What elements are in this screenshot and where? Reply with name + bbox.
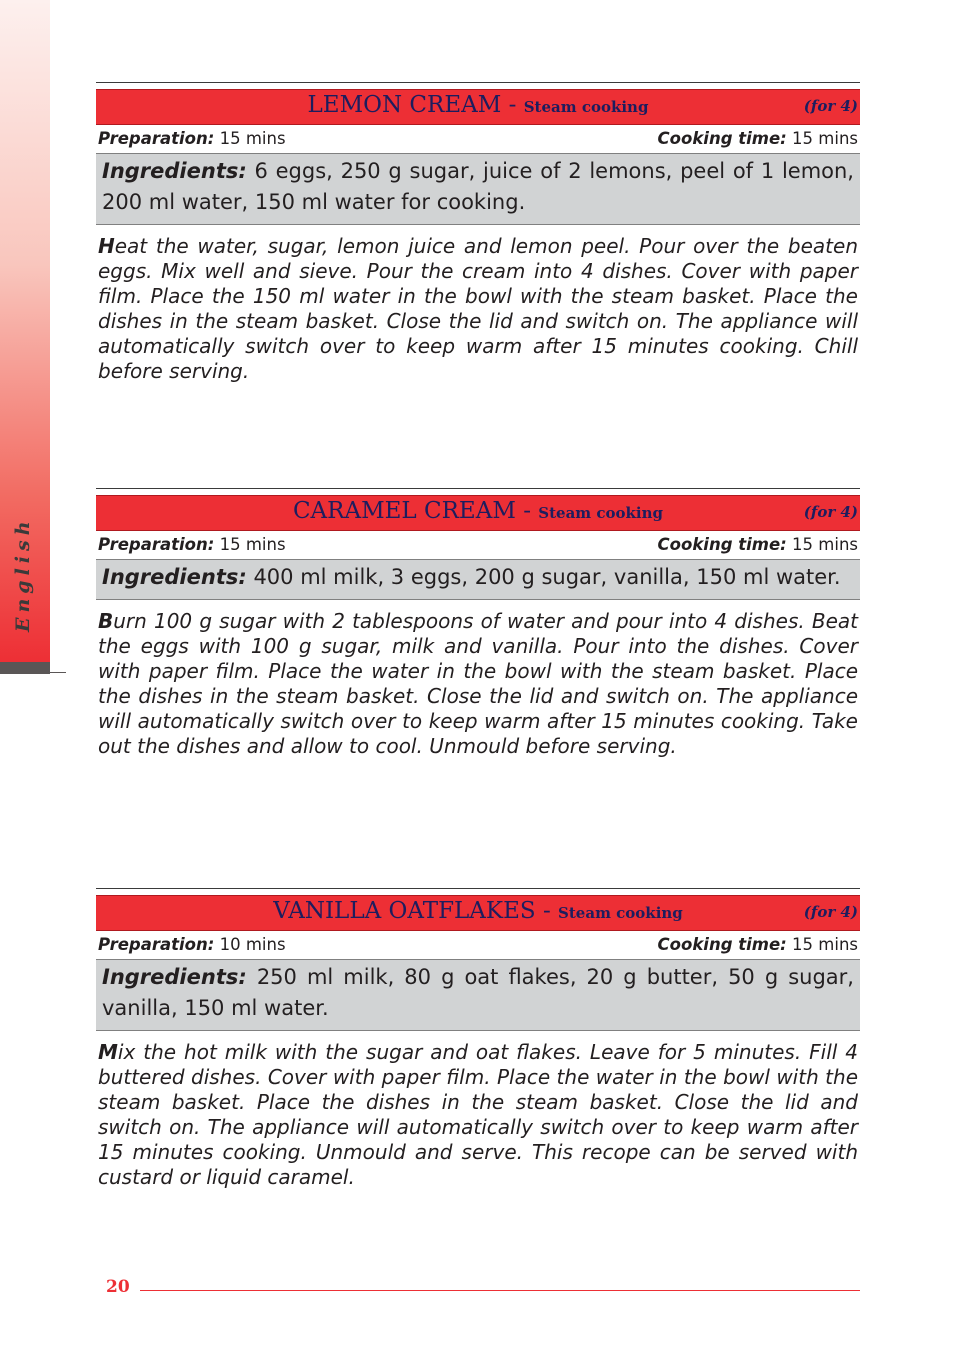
method-initial: M [98, 1040, 118, 1064]
cook-value: 15 mins [786, 935, 858, 954]
cook-value: 15 mins [786, 535, 858, 554]
side-strip-line [50, 672, 66, 673]
prep-label: Preparation: [98, 535, 215, 554]
recipe-title-bar [96, 89, 860, 125]
recipe-subtitle: Steam cooking [538, 504, 664, 522]
ingredients-text: 6 eggs, 250 g sugar, juice of 2 lemons, peel of 1 lemon, 200 ml water, 150 ml water for cooking. [102, 159, 854, 214]
recipe-title: CARAMEL CREAM - [292, 498, 539, 524]
method-body: eat the water, sugar, lemon juice and lemon peel. Pour over the beaten eggs. Mix well and sieve. Pour the cream into 4 dishes. Cover with paper film. Place the 150 ml water in the bowl with the steam basket. Place the dishes in the steam basket. Close the lid and switch on. The appliance will automatically switch over to keep warm after 15 minutes cooking. Chill before serving. [98, 234, 858, 383]
recipe-serves: (for 4) [803, 903, 858, 921]
footer-rule [140, 1290, 860, 1291]
side-strip-base [0, 662, 50, 674]
ingredients-box [96, 559, 860, 600]
ingredients-label: Ingredients: [102, 965, 247, 989]
prep-value: 15 mins [214, 129, 286, 148]
recipe-meta [96, 125, 860, 153]
prep-value: 10 mins [214, 935, 286, 954]
divider [96, 488, 860, 489]
ingredients-label: Ingredients: [102, 159, 247, 183]
ingredients-text: 250 ml milk, 80 g oat flakes, 20 g butter, 50 g sugar, vanilla, 150 ml water. [102, 965, 854, 1020]
divider [96, 82, 860, 83]
method-initial: B [98, 609, 114, 633]
recipe-serves: (for 4) [803, 97, 858, 115]
recipe-serves: (for 4) [803, 503, 858, 521]
language-label: English [12, 516, 34, 632]
cook-label: Cooking time: [657, 535, 787, 554]
method-text [96, 609, 860, 759]
page-number: 20 [106, 1277, 130, 1297]
method-text [96, 234, 860, 384]
recipe-vanilla-oatflakes [96, 888, 860, 1190]
method-body: urn 100 g sugar with 2 tablespoons of water and pour into 4 dishes. Beat the eggs with 100 g sugar, milk and vanilla. Pour into the dishes. Cover with paper film. Place the water in the bowl with the steam basket. Place the dishes in the steam basket. Close the lid and switch on. The appliance will automatically switch over to keep warm after 15 minutes cooking. Take out the dishes and allow to cool. Unmould before serving. [98, 609, 858, 758]
method-body: ix the hot milk with the sugar and oat flakes. Leave for 5 minutes. Fill 4 buttered dishes. Cover with paper film. Place the water in the bowl with the steam basket. Place the dishes in the steam basket. Close the lid and switch on. The appliance will automatically switch over to keep warm after 15 minutes cooking. Unmould and serve. This recope can be served with custard or liquid caramel. [98, 1040, 858, 1189]
ingredients-label: Ingredients: [102, 565, 247, 589]
recipe-lemon-cream [96, 82, 860, 384]
cook-label: Cooking time: [657, 129, 787, 148]
method-initial: H [98, 234, 115, 258]
recipe-subtitle: Steam cooking [558, 904, 683, 922]
recipe-title: VANILLA OATFLAKES - [273, 898, 559, 924]
cook-label: Cooking time: [657, 935, 787, 954]
recipe-title-bar [96, 895, 860, 931]
ingredients-text: 400 ml milk, 3 eggs, 200 g sugar, vanilla, 150 ml water. [246, 565, 841, 589]
recipe-meta [96, 531, 860, 559]
recipe-meta [96, 931, 860, 959]
recipe-title: LEMON CREAM - [307, 92, 524, 118]
ingredients-box [96, 959, 860, 1031]
cook-value: 15 mins [786, 129, 858, 148]
divider [96, 888, 860, 889]
prep-label: Preparation: [98, 935, 215, 954]
prep-value: 15 mins [214, 535, 286, 554]
recipe-subtitle: Steam cooking [523, 98, 649, 116]
recipe-caramel-cream [96, 488, 860, 759]
method-text [96, 1040, 860, 1190]
recipe-title-bar [96, 495, 860, 531]
ingredients-box [96, 153, 860, 225]
prep-label: Preparation: [98, 129, 215, 148]
